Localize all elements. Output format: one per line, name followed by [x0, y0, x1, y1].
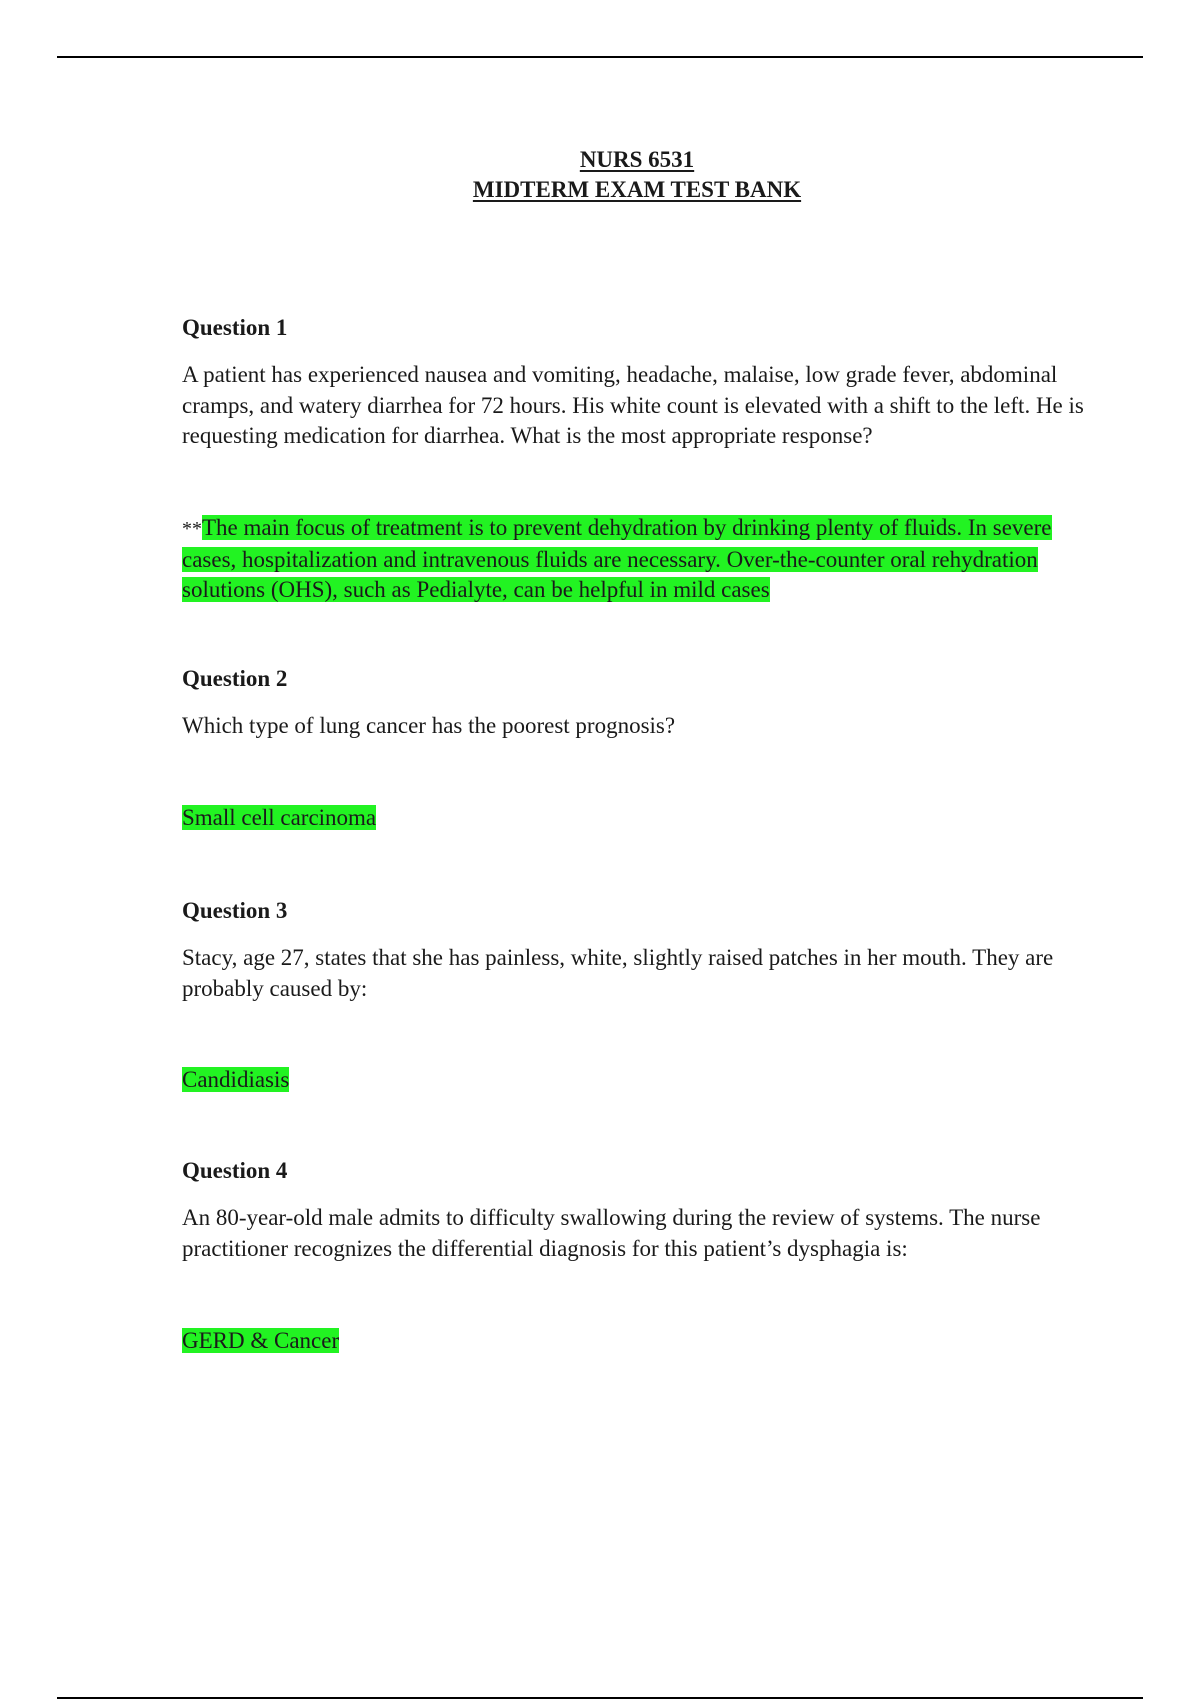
answer-prefix: ** [182, 518, 202, 540]
question-4-answer [182, 1326, 1062, 1357]
question-3-answer [182, 1065, 1062, 1096]
question-4-heading: Question 4 [182, 1158, 288, 1183]
question-2-answer-highlight: Small cell carcinoma [182, 805, 377, 830]
question-1-text: A patient has experienced nausea and vomiting, headache, malaise, low grade fever, abdominal cramps, and watery diarrhea for 72 hours. His white count is elevated with a shift to the left. He is requesting medication for diarrhea. What is the most appropriate response? [182, 362, 1084, 448]
top-rule [57, 56, 1143, 58]
question-4-text: An 80-year-old male admits to difficulty swallowing during the review of systems. The nurse practitioner recognizes the differential diagnosis for this patient’s dysphagia is: [182, 1205, 1041, 1261]
question-2-text: Which type of lung cancer has the poorest prognosis? [182, 713, 676, 738]
question-1-heading: Question 1 [182, 315, 288, 340]
question-1-answer-highlight: The main focus of treatment is to prevent dehydration by drinking plenty of fluids. In severe cases, hospitalization and intravenous fluids are necessary. Over-the-counter oral rehydration solutions (OHS), such as Pedialyte, can be helpful in mild cases [182, 515, 1052, 602]
question-3-text: Stacy, age 27, states that she has painless, white, slightly raised patches in her mouth. They are probably caused by: [182, 945, 1054, 1001]
question-1-answer [182, 513, 1062, 606]
document-title: MIDTERM EXAM TEST BANK [472, 177, 802, 202]
document-title-block [182, 145, 1092, 205]
question-2-heading: Question 2 [182, 666, 288, 691]
question-3-heading: Question 3 [182, 898, 288, 923]
question-3-answer-highlight: Candidiasis [182, 1067, 290, 1092]
question-4-answer-highlight: GERD & Cancer [182, 1328, 340, 1353]
question-2-answer [182, 803, 1062, 834]
course-code: NURS 6531 [579, 147, 695, 172]
bottom-rule [57, 1697, 1143, 1699]
